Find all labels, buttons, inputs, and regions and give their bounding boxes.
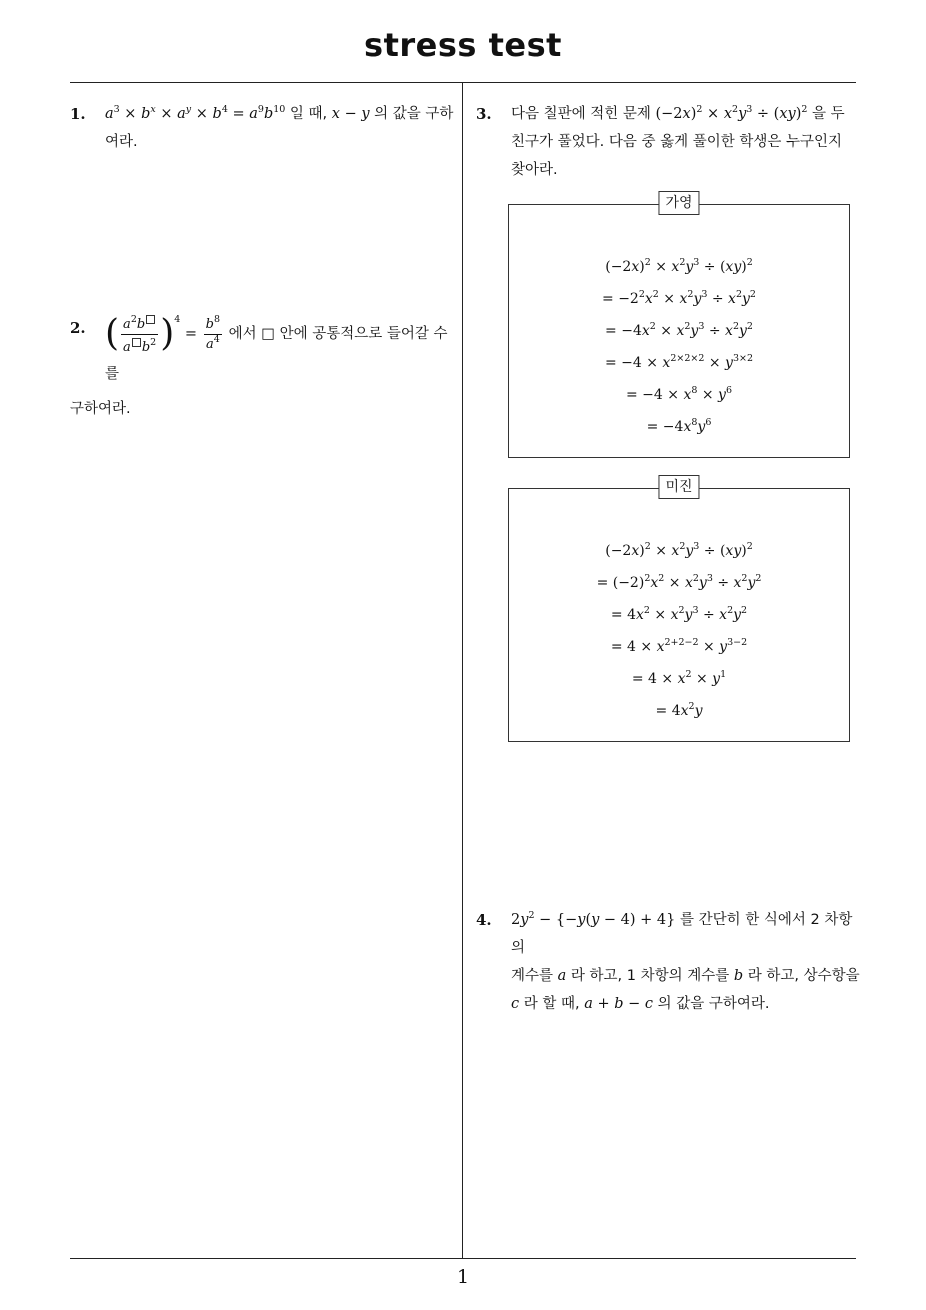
question-text-part: 일 때, xyxy=(285,106,332,122)
solution-step: = $4 \times x^2 \times y^1$ xyxy=(631,669,727,687)
solution-step: = $4x^2y$ xyxy=(655,701,703,719)
math-expression: $a^3 \times b^x \times a^y \times b^4 = a^9b^{10}$ xyxy=(105,104,286,122)
question-text-part: 라 하고, 1 차항의 계수를 xyxy=(566,968,734,984)
question-number: 3. xyxy=(476,105,492,123)
question-text-part: 계수를 xyxy=(511,968,558,984)
solution-step: = $-4x^8y^6$ xyxy=(646,417,712,435)
question-text-part: 다음 칠판에 적힌 문제 xyxy=(511,106,656,122)
solution-step: = $4 \times x^{2+2-2} \times y^{3-2}$ xyxy=(610,637,748,655)
question-text-part: 에서 □ 안에 공통적으로 들어갈 수를 xyxy=(105,326,448,382)
question-3 xyxy=(476,100,860,184)
math-expression: x − y xyxy=(331,106,370,122)
question-text xyxy=(70,313,460,422)
solution-step: = $4x^2 \times x^2y^3 \div x^2y^2$ xyxy=(610,605,748,623)
page-title: stress test xyxy=(364,26,562,64)
math-expression: ( $\frac{a^2b}{a b^2}$ )$^4$ = $\frac{b^8}{a^4}$ xyxy=(105,313,221,355)
question-text xyxy=(105,100,460,156)
math-expression: $(-2x)^2 \times x^2y^3 \div (xy)^2$ xyxy=(655,104,808,122)
question-2 xyxy=(70,314,460,422)
question-text-part: 라 할 때, xyxy=(519,996,585,1012)
footer-rule xyxy=(70,1258,856,1259)
student-name-label: 미진 xyxy=(658,475,699,499)
solution-step: $(-2x)^2 \times x^2y^3 \div (xy)^2$ xyxy=(605,257,753,275)
question-text-part: 를 간단히 한 식에서 2 차항의 xyxy=(511,912,853,956)
math-expression: a + b − c xyxy=(584,996,654,1012)
solution-step: = $(-2)^2x^2 \times x^2y^3 \div x^2y^2$ xyxy=(596,573,762,591)
solution-steps xyxy=(509,251,849,443)
question-number: 4. xyxy=(476,911,492,929)
question-text-part: 의 값을 구하여라. xyxy=(653,996,770,1012)
column-divider xyxy=(462,83,463,1258)
question-text-part: 라 하고, 상수항을 xyxy=(743,968,860,984)
question-text-part: 여라. xyxy=(105,134,138,150)
solution-steps xyxy=(509,535,849,727)
question-text-part: 을 두 xyxy=(807,106,845,122)
question-4 xyxy=(476,906,860,1018)
solution-step: = $-4x^2 \times x^2y^3 \div x^2y^2$ xyxy=(605,321,753,339)
student-name-label: 가영 xyxy=(658,191,699,215)
question-text-part: 친구가 풀었다. 다음 중 옳게 풀이한 학생은 누구인지 xyxy=(511,134,843,150)
solution-step: = $-4 \times x^{2\times 2\times 2} \times y^{3\times 2}$ xyxy=(604,353,754,371)
math-expression: $2y^2 - \{-y(y - 4) + 4\}$ xyxy=(511,910,676,928)
question-text-part: 의 값을 구하 xyxy=(369,106,454,122)
page-number: 1 xyxy=(456,1266,470,1288)
solution-step: $(-2x)^2 \times x^2y^3 \div (xy)^2$ xyxy=(605,541,753,559)
question-text-part: 찾아라. xyxy=(511,162,558,178)
question-text: $2y^2 - \{-y(y - 4) + 4\}$ 를 간단히 한 식에서 2 차항의 계수를 a 라 하고, 1 차항의 계수를 b 라 하고, 상수항을 c 라 할 때, a + b − c 의 값을 구하여라. xyxy=(511,910,860,1012)
solution-box-mijin xyxy=(508,479,850,742)
question-1 xyxy=(70,100,460,156)
question-number: 2. xyxy=(70,319,86,337)
question-text xyxy=(511,100,860,184)
solution-step: = $-2^2x^2 \times x^2y^3 \div x^2y^2$ xyxy=(602,289,756,307)
solution-step: = $-4 \times x^8 \times y^6$ xyxy=(625,385,732,403)
question-number: 1. xyxy=(70,105,86,123)
solution-box-gayoung xyxy=(508,195,850,458)
question-text-part: 구하여라. xyxy=(70,401,131,417)
header-rule xyxy=(70,82,856,83)
